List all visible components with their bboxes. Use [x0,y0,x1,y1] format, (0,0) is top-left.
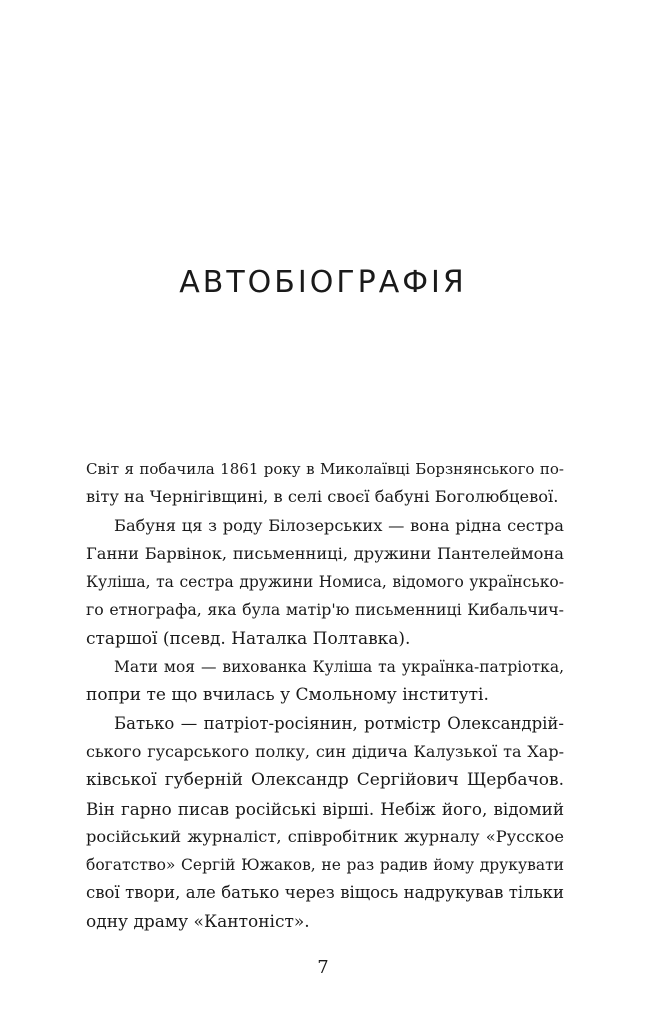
text-line: Батько — патріот-росіянин, ротмістр Олександрій- [114,713,564,733]
page-number: 7 [317,957,329,978]
text-line: віту на Чернігівщині, в селі своєї бабуні Боголюбцевої. [86,487,559,507]
text-line: свої твори, але батько через віщось надрукував тільки [86,883,564,903]
chapter-title: АВТОБІОГРАФІЯ [179,265,467,300]
text-line: старшої (псевд. Наталка Полтавка). [86,628,411,649]
text-line: російський журналіст, співробітник журналу «Русское [86,826,564,846]
text-line: го етнографа, яка була матір'ю письменниці Кибальчич- [86,600,564,620]
text-line: Ганни Барвінок, письменниці, дружини Пантелеймона [86,543,564,563]
text-line: Бабуня ця з роду Білозерських — вона рідна сестра [114,515,564,535]
text-line: богатство» Сергій Южаков, не раз радив йому друкувати [86,856,564,875]
text-line: попри те що вчилась у Смольному інституті. [86,685,489,706]
body-text [86,455,564,936]
text-line: Куліша, та сестра дружини Номиса, відомого українсько- [86,573,564,592]
text-line: Він гарно писав російські вірші. Небіж його, відомий [86,798,564,819]
text-line: Світ я побачила 1861 року в Миколаївці Борзнянського по- [86,460,564,478]
text-line: ського гусарського полку, син дідича Калузької та Хар- [86,741,564,761]
text-line: одну драму «Кантоніст». [86,911,310,932]
text-line: Мати моя — вихованка Куліша та українка-патріотка, [114,658,564,677]
text-line: ківської губерній Олександр Сергійович Щербачов. [86,770,564,791]
